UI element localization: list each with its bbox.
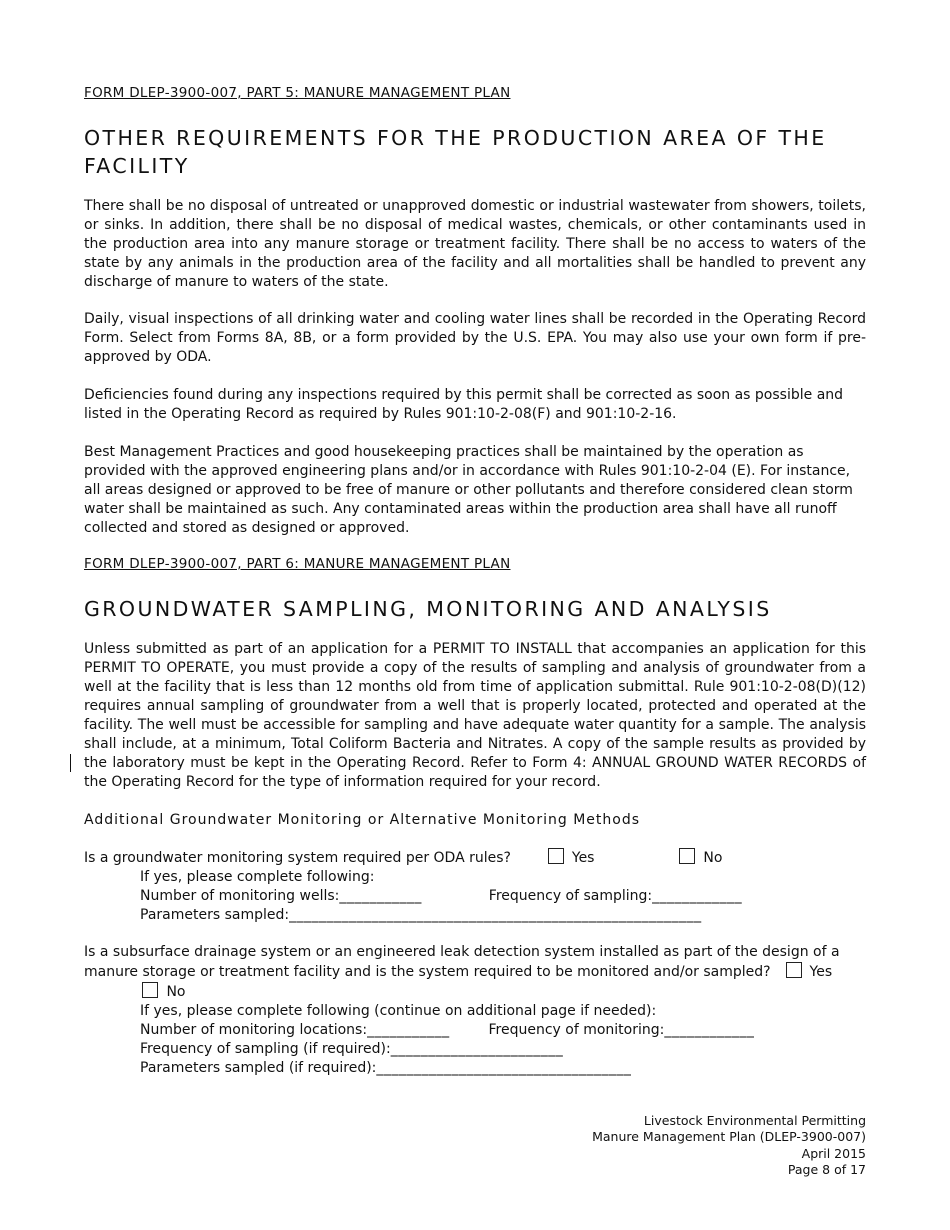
q2-locations-label: Number of monitoring locations: [140,1022,368,1038]
page-footer [592,1113,866,1178]
q2-question [84,943,866,1002]
q2-frequency-field[interactable]: ____________ [664,1022,755,1038]
part5-paragraph-bmp: Best Management Practices and good housekeeping practices shall be maintained by the operation as provided with the approved engineering plans and/or in accordance with Rules 901:10-2-04 (E). For instance, all areas designed or approved to be free of manure or other pollutants and therefore considered clean storm water shall be maintained as such. Any contaminated areas within the production area shall have all runoff collected and stored as designed or approved. [84,444,853,536]
q1-params-row [84,906,866,925]
q2-frequency-label: Frequency of monitoring: [488,1022,665,1038]
q1-wells-label: Number of monitoring wells: [140,888,340,904]
part5-paragraph-disposal: There shall be no disposal of untreated or unapproved domestic or industrial wastewater from showers, toilets, or sinks. In addition, there shall be no disposal of medical wastes, chemicals, or other contaminants used in the production area into any manure storage or treatment facility. There shall be no access to waters of the state by any animals in the production area of the facility and all mortalities shall be handled to prevent any discharge of manure to waters of the state. [84,198,866,290]
q2-sampling-field[interactable]: _______________________ [390,1041,564,1057]
footer-date: April 2015 [801,1145,866,1161]
part5-paragraph-inspections: Daily, visual inspections of all drinking water and cooling water lines shall be recorded in the Operating Record Form. Select from Forms 8A, 8B, or a form provided by the U.S. EPA. You may also use your own form if pre-approved by ODA. [84,311,866,365]
q2-yes-checkbox[interactable] [786,962,802,978]
footer-page-number: Page 8 of 17 [787,1161,866,1177]
q1-if-yes: If yes, please complete following: [140,869,375,885]
q1-frequency-field[interactable]: ____________ [652,888,743,904]
q2-params-label: Parameters sampled (if required): [140,1060,377,1076]
part6-subheading: Additional Groundwater Monitoring or Alternative Monitoring Methods [84,812,641,828]
q2-sampling-row [84,1040,866,1059]
part5-heading: OTHER REQUIREMENTS FOR THE PRODUCTION AREA OF THE FACILITY [84,126,827,178]
text-cursor [70,754,71,772]
part6-heading: GROUNDWATER SAMPLING, MONITORING AND ANALYSIS [84,597,772,621]
q2-locations-field[interactable]: ___________ [367,1022,450,1038]
q2-no-checkbox[interactable] [142,982,158,998]
q1-params-label: Parameters sampled: [140,907,290,923]
part6-form-reference: FORM DLEP-3900-007, PART 6: MANURE MANAGEMENT PLAN [84,556,511,572]
q1-frequency-label: Frequency of sampling: [488,888,653,904]
q2-sampling-label: Frequency of sampling (if required): [140,1041,391,1057]
q1-params-field[interactable]: _______________________________________________________ [289,907,702,923]
q2-if-yes: If yes, please complete following (continue on additional page if needed): [140,1003,657,1019]
part6-paragraph-groundwater: Unless submitted as part of an application for a PERMIT TO INSTALL that accompanies an application for this PERMIT TO OPERATE, you must provide a copy of the results of sampling and analysis of groundwater from a well at the facility that is less than 12 months old from time of application submittal. Rule 901:10-2-08(D)(12) requires annual sampling of groundwater from a well that is properly located, protected and operated at the facility. The well must be accessible for sampling and have adequate water quantity for a sample. The analysis shall include, at a minimum, Total Coliform Bacteria and Nitrates. A copy of the sample results as provided by the laboratory must be kept in the Operating Record. Refer to Form 4: ANNUAL GROUND WATER RECORDS of the Operating Record for the type of information required for your record. [84,641,866,790]
q2-question-text: Is a subsurface drainage system or an engineered leak detection system installed as part of the design of a manure storage or treatment facility and is the system required to be monitored and/or sampled? [84,944,840,980]
q1-no-checkbox[interactable] [679,848,695,864]
part5-form-reference: FORM DLEP-3900-007, PART 5: MANURE MANAGEMENT PLAN [84,85,511,101]
footer-department: Livestock Environmental Permitting [643,1113,866,1128]
q2-params-row [84,1059,866,1078]
q2-params-field[interactable]: __________________________________ [376,1060,632,1076]
document-page [84,84,866,1078]
q1-row [84,848,866,868]
footer-document-title: Manure Management Plan (DLEP-3900-007) [592,1129,866,1145]
q1-question: Is a groundwater monitoring system required per ODA rules? [84,850,511,866]
q1-wells-field[interactable]: ___________ [339,888,422,904]
q1-wells-row [84,887,866,906]
q2-locations-row [84,1021,866,1040]
q1-yes-checkbox[interactable] [548,848,564,864]
part5-paragraph-deficiencies: Deficiencies found during any inspections required by this permit shall be corrected as soon as possible and listed in the Operating Record as required by Rules 901:10-2-08(F) and 901:10-2-16. [84,387,844,422]
q1-no-label: No [703,850,723,866]
q1-yes-label: Yes [571,850,595,866]
q2-no-label: No [166,984,186,1000]
q2-yes-label: Yes [809,964,833,980]
